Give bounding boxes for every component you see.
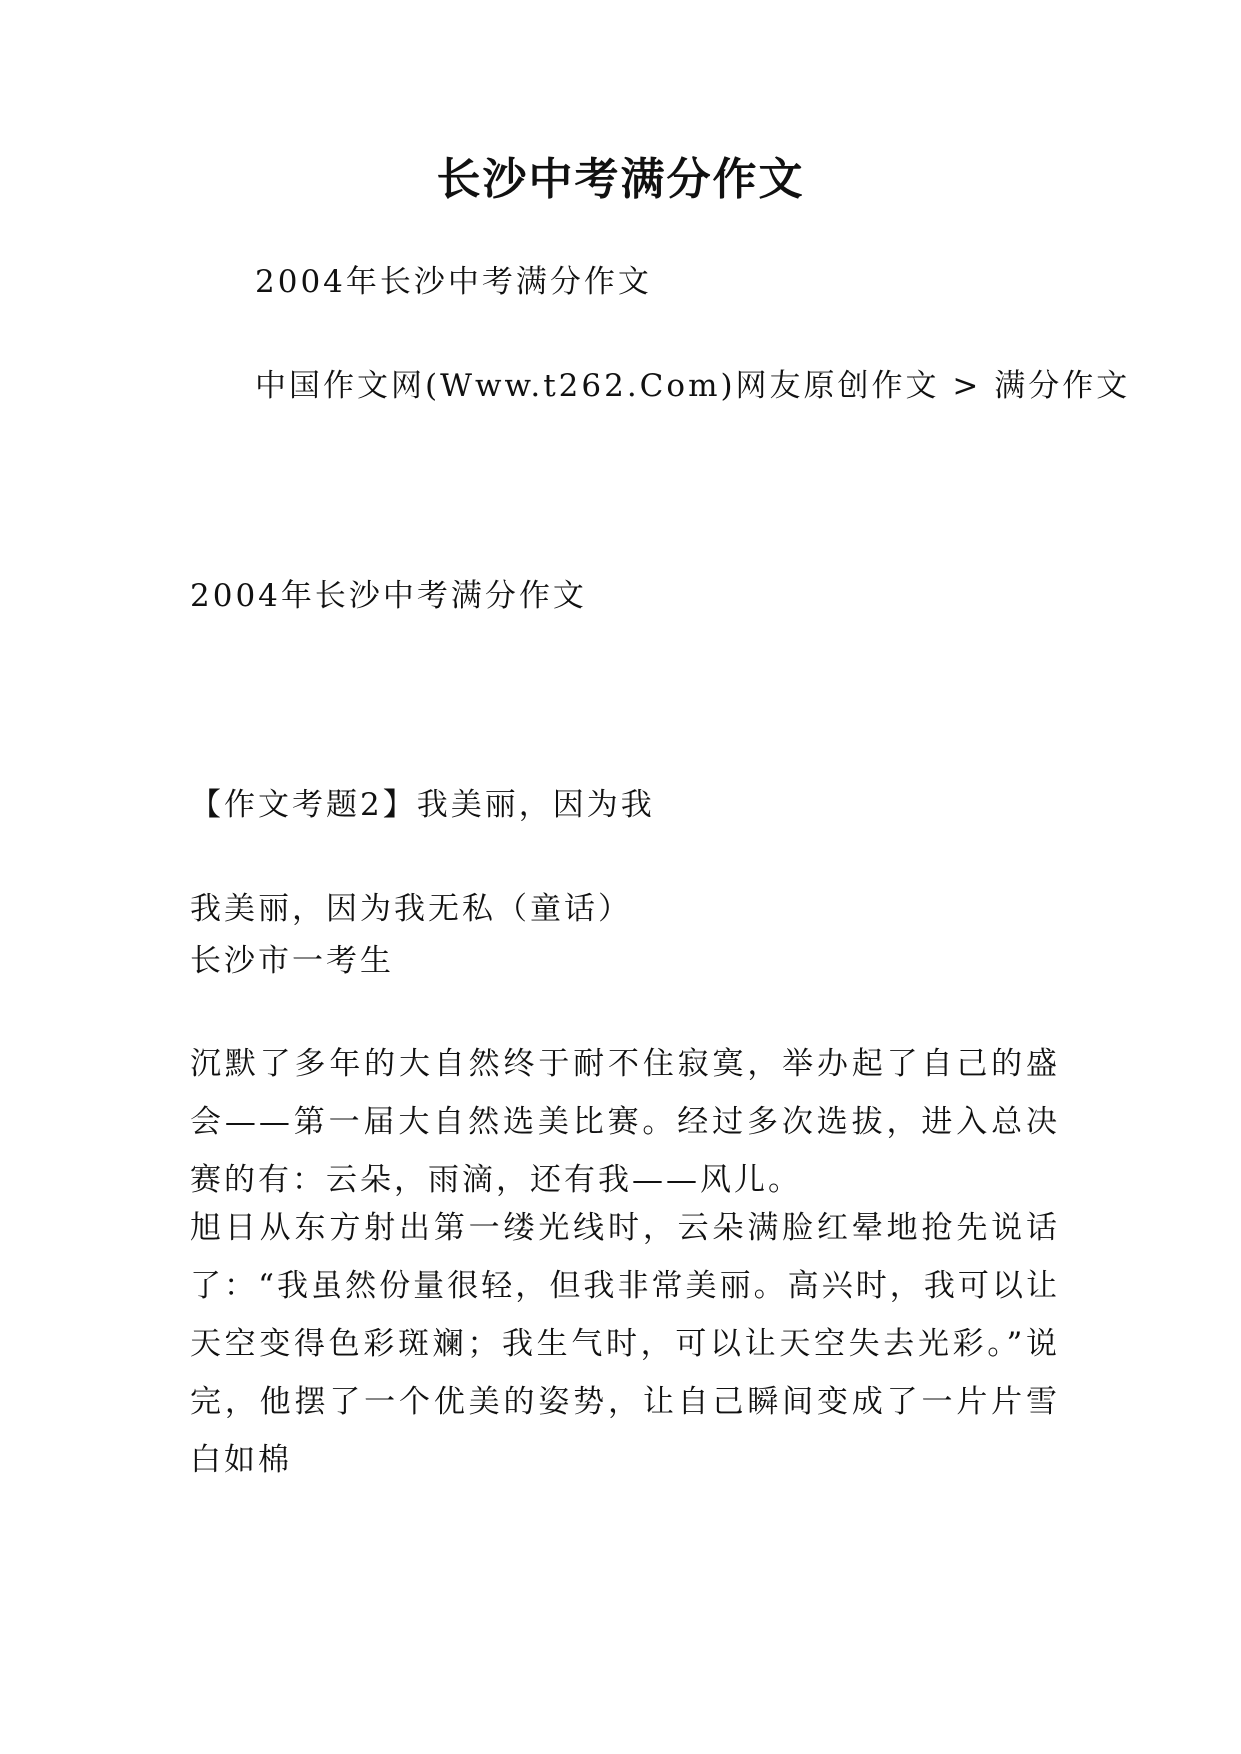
page-title: 长沙中考满分作文 [436,154,805,205]
essay-author: 长沙市一考生 [190,943,394,979]
essay-title: 我美丽，因为我无私（童话） [190,891,632,927]
essay-paragraph-1: 沉默了多年的大自然终于耐不住寂寞，举办起了自己的盛会——第一届大自然选美比赛。经过多次选拔，进入总决赛的有：云朵，雨滴，还有我——风儿。 [190,1046,1060,1198]
essay-topic: 【作文考题2】我美丽，因为我 [190,787,655,823]
essay-paragraph-2: 旭日从东方射出第一缕光线时，云朵满脸红晕地抢先说话了：“我虽然份量很轻，但我非常美丽。高兴时，我可以让天空变得色彩斑斓；我生气时，可以让天空失去光彩。”说完，他摆了一个优美的姿势，让自己瞬间变成了一片片雪白如棉 [190,1210,1060,1478]
breadcrumb: 中国作文网(Www.t262.Com)网友原创作文 > 满分作文 [255,368,1131,404]
subtitle: 2004年长沙中考满分作文 [255,264,652,300]
section-heading: 2004年长沙中考满分作文 [190,578,587,614]
